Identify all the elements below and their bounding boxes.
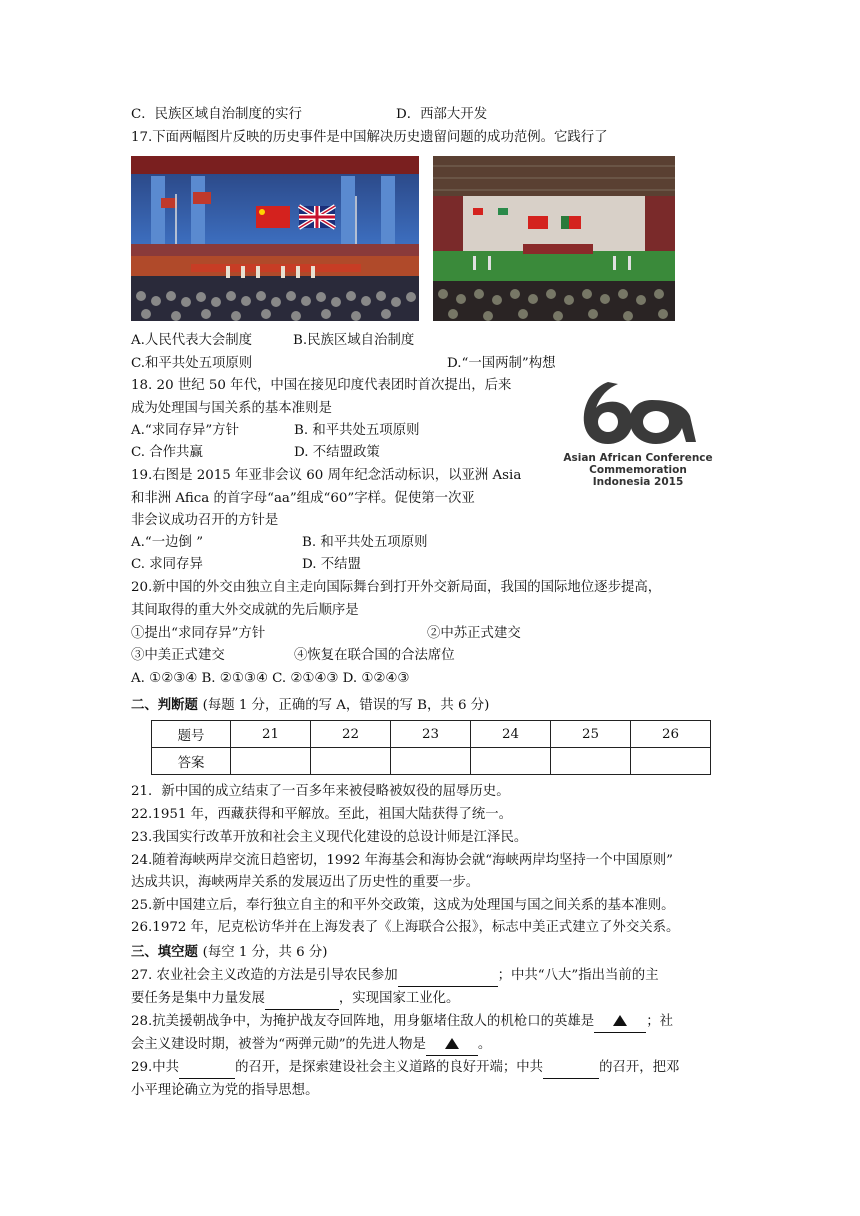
q28-text-1: 28.抗美援朝战争中，为掩护战友夺回阵地，用身躯堵住敌人的机枪口的英雄是 [131,1014,595,1029]
q19-stem-line2: 和非洲 Afica 的首字母“aa”组成“60”字样。促使第一次亚 [131,491,475,506]
section-2-note: (每题 1 分，正确的写 A，错误的写 B，共 6 分) [202,698,490,713]
q19-option-b: B. 和平共处五项原则 [302,535,428,550]
q18-stem-line1: 18. 20 世纪 50 年代，中国在接见印度代表团时首次提出，后来 [131,378,512,393]
q18-option-d: D. 不结盟政策 [294,445,380,460]
judge-q26: 26.1972 年，尼克松访华并在上海发表了《上海联合公报》，标志中美正式建立了外交关系。 [131,920,680,935]
q17-stem: 17.下面两幅图片反映的历史事件是中国解决历史遗留问题的成功范例。它践行了 [131,130,608,145]
logo-text-line1: Asian African Conference [563,452,713,464]
fill-q27-line2 [131,989,459,1010]
logo-text-line3: Indonesia 2015 [592,476,684,488]
triangle-marker-icon [613,1015,627,1026]
fill-q28-line2 [131,1035,491,1056]
table-cell: 25 [551,721,631,748]
q27-text-3: 要任务是集中力量发展 [131,991,265,1006]
q19-stem-line1: 19.右图是 2015 年亚非会议 60 周年纪念活动标识，以亚洲 Asia [131,468,522,483]
judge-q22: 22.1951 年，西藏获得和平解放。至此，祖国大陆获得了统一。 [131,807,513,822]
q17-option-a: A.人民代表大会制度 [131,333,253,348]
q16-option-c: C．民族区域自治制度的实行 [131,107,302,122]
q20-item-4: ④恢复在联合国的合法席位 [294,648,455,663]
table-cell: 23 [391,721,471,748]
q20-stem-line2: 其间取得的重大外交成就的先后顺序是 [131,603,359,618]
q27-blank-1[interactable] [398,966,498,987]
hong-kong-handover-photo [131,156,419,321]
q20-item-2: ②中苏正式建交 [427,626,521,641]
q27-text-2: ；中共“八大”指出当前的主 [497,968,659,983]
table-row [152,721,711,748]
q19-stem-line3: 非会议成功召开的方针是 [131,513,279,528]
q20-options: A. ①②③④ B. ②①③④ C. ②①④③ D. ①②④③ [131,671,410,686]
q28-text-2: ；社 [646,1014,673,1029]
q28-text-3: 会主义建设时期，被誉为“两弹元勋”的先进人物是 [131,1037,426,1052]
q28-text-4: 。 [477,1037,492,1052]
table-cell: 题号 [152,721,231,748]
asian-african-conference-logo [556,372,720,494]
table-cell: 22 [311,721,391,748]
q27-blank-2[interactable] [265,989,339,1010]
q18-option-c: C. 合作共赢 [131,445,203,460]
section-2-heading [131,695,489,716]
fill-q29-line1 [131,1058,679,1079]
q29-text-2: 的召开，是探索建设社会主义道路的良好开端；中共 [235,1060,544,1075]
q20-item-3: ③中美正式建交 [131,648,225,663]
judge-q21: 21．新中国的成立结束了一百多年来被侵略被奴役的屈辱历史。 [131,784,510,799]
macau-handover-photo [433,156,675,321]
q18-stem-line2: 成为处理国与国关系的基本准则是 [131,401,332,416]
logo-text-line2: Commemoration [589,464,687,476]
answer-cell-22[interactable] [311,748,391,775]
q19-option-a: A.“一边倒 ” [131,535,204,550]
q27-text-4: ，实现国家工业化。 [338,991,460,1006]
q28-blank-2[interactable] [426,1035,478,1056]
answer-cell-21[interactable] [231,748,311,775]
q19-option-c: C. 求同存异 [131,557,203,572]
judge-q24-line2: 达成共识，海峡两岸关系的发展迈出了历史性的重要一步。 [131,875,480,890]
q17-option-b: B.民族区域自治制度 [293,333,415,348]
q18-option-a: A.“求同存异”方针 [131,423,239,438]
q20-item-1: ①提出“求同存异”方针 [131,626,266,641]
table-cell: 21 [231,721,311,748]
q29-text-1: 29.中共 [131,1060,180,1075]
answer-cell-23[interactable] [391,748,471,775]
q18-option-b: B. 和平共处五项原则 [294,423,420,438]
section-3-heading [131,942,327,963]
section-3-title: 三、填空题 [131,944,198,960]
fill-q29-line2: 小平理论确立为党的指导思想。 [131,1083,319,1098]
q29-text-3: 的召开，把邓 [599,1060,680,1075]
answer-table [151,720,711,775]
judge-q25: 25.新中国建立后，奉行独立自主的和平外交政策，这成为处理国与国之间关系的基本准则。 [131,898,675,913]
table-cell: 26 [631,721,711,748]
answer-cell-25[interactable] [551,748,631,775]
table-row [152,748,711,775]
fill-q28-line1 [131,1012,673,1033]
triangle-marker-icon [445,1038,459,1049]
q29-blank-2[interactable] [543,1058,599,1079]
answer-cell-24[interactable] [471,748,551,775]
q19-option-d: D. 不结盟 [302,557,361,572]
q28-blank-1[interactable] [594,1012,646,1033]
q17-option-c: C.和平共处五项原则 [131,356,253,371]
q16-option-d: D．西部大开发 [396,107,488,122]
q27-text-1: 27. 农业社会主义改造的方法是引导农民参加 [131,968,398,983]
judge-q24-line1: 24.随着海峡两岸交流日趋密切，1992 年海基会和海协会就“海峡两岸均坚持一个中国原则” [131,853,673,868]
table-cell: 答案 [152,748,231,775]
answer-cell-26[interactable] [631,748,711,775]
section-3-note: (每空 1 分，共 6 分) [202,945,328,960]
q29-blank-1[interactable] [179,1058,235,1079]
section-2-title: 二、判断题 [131,697,198,713]
table-cell: 24 [471,721,551,748]
q20-stem-line1: 20.新中国的外交由独立自主走向国际舞台到打开外交新局面，我国的国际地位逐步提高， [131,580,662,595]
q17-option-d: D.“一国两制”构想 [447,356,556,371]
judge-q23: 23.我国实行改革开放和社会主义现代化建设的总设计师是江泽民。 [131,830,528,845]
fill-q27-line1 [131,966,659,987]
